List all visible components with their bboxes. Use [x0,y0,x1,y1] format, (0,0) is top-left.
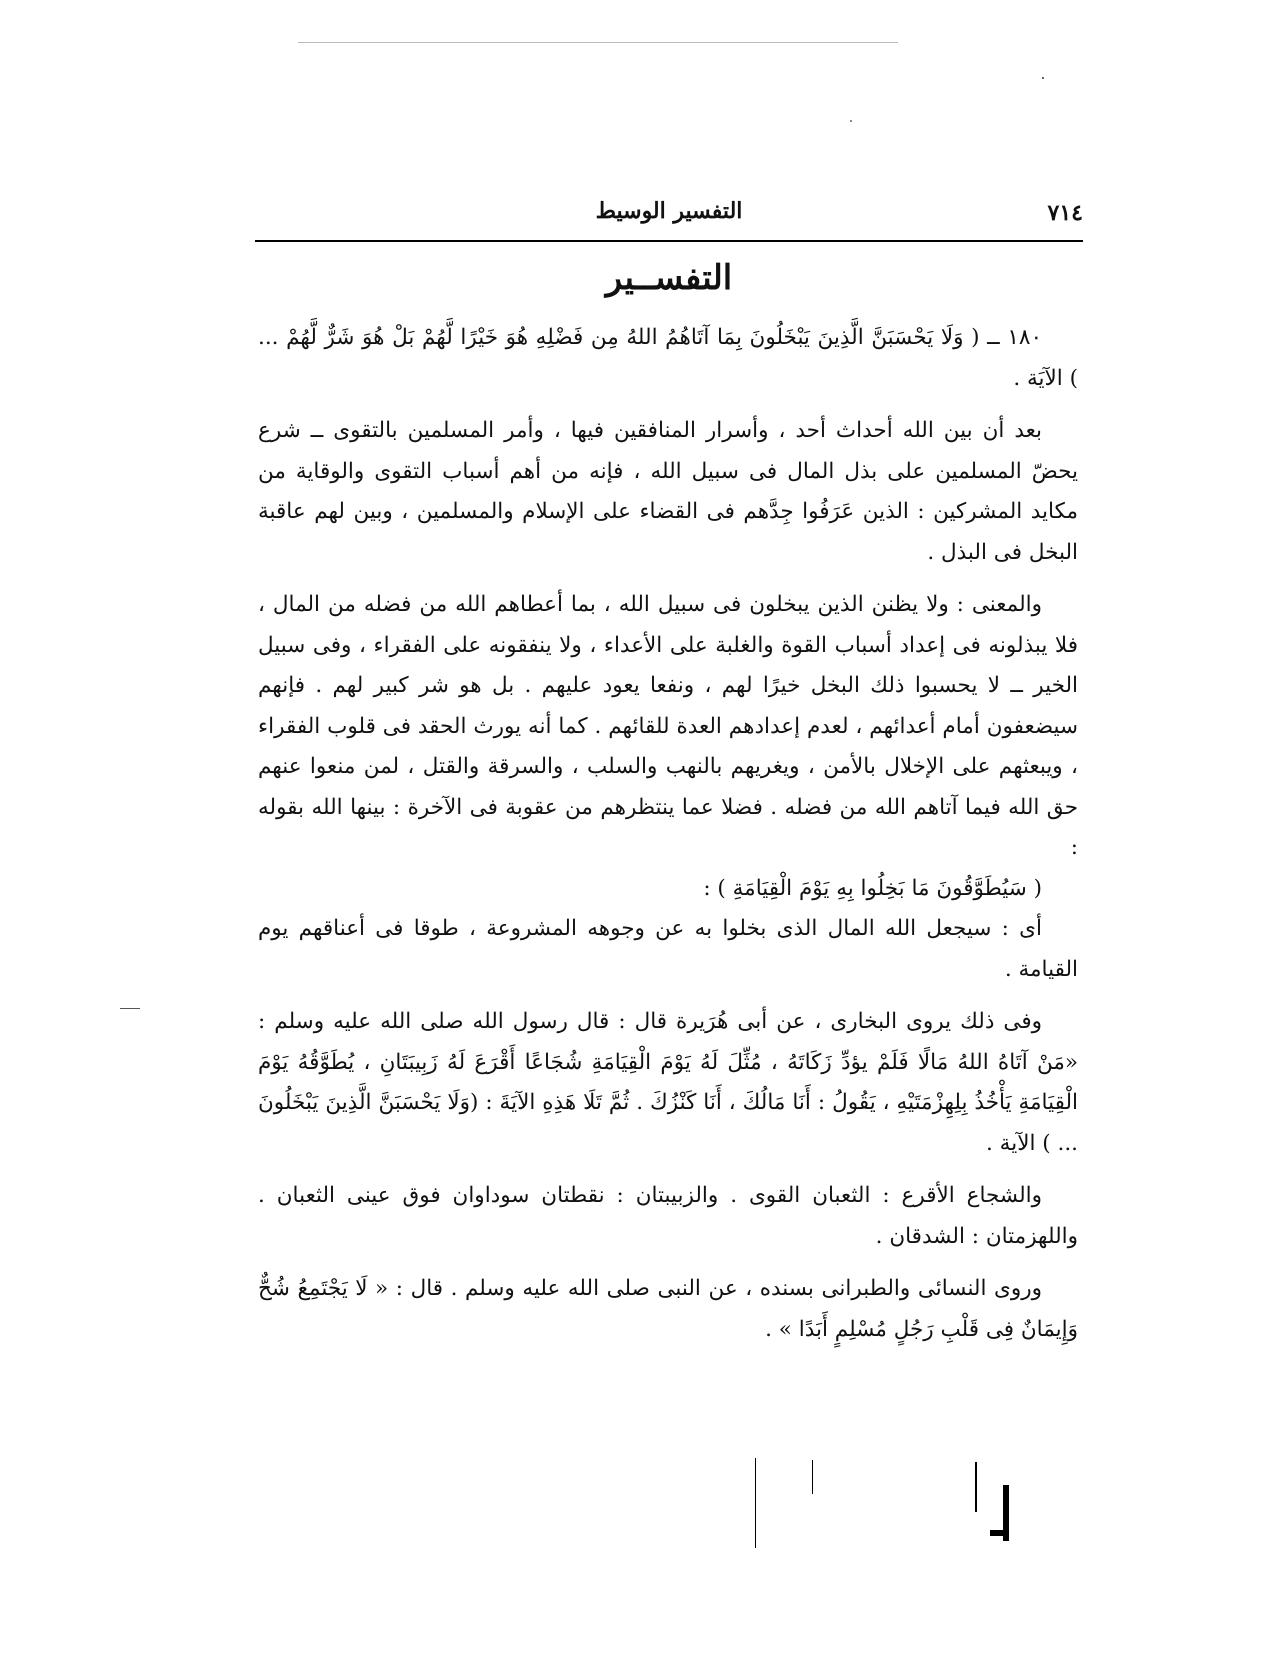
scan-dot [1042,77,1044,79]
hand-mark-line-5 [812,1460,813,1494]
hand-mark-line-2 [975,1462,977,1512]
paragraph-explanation: أى : سيجعل الله المال الذى بخلوا به عن وجوهه المشروعة ، طوقا فى أعناقهم يوم القيامة . [258,916,1078,982]
section-title: التفســير [605,258,733,298]
paragraph-meaning: والمعنى : ولا يظنن الذين يبخلون فى سبيل الله ، بما أعطاهم الله من فضله من المال ، فلا يبذلونه فى إعداد أسباب القوة والغلبة على الأعداء ، ولا ينفقونه على الفقراء ، وفى سبيل الخير ــ لا يحسبوا ذلك البخل خيرًا لهم ، ونفعا يعود عليهم . بل هو شر كبير لهم . فإنهم سيضعفون أمام أعدائهم ، لعدم إعدادهم العدة للقائهم . كما أنه يورث الحقد فى قلوب الفقراء ، ويبعثهم على الإخلال بالأمن ، ويغريهم بالنهب والسلب ، والسرقة والقتل ، لمن منعوا عنهم حق الله فيما آتاهم الله من فضله . فضلا عما ينتظرهم من عقوبة فى الآخرة : بينها الله بقوله : [258,592,1078,860]
verse-quote: ( سَيُطَوَّقُونَ مَا بَخِلُوا بِهِ يَوْمَ الْقِيَامَةِ ) : [703,875,1042,901]
hand-mark-line-1 [755,1458,756,1548]
scan-dash-left [120,1008,140,1009]
verse-heading: ١٨٠ ــ ( وَلَا يَحْسَبَنَّ الَّذِينَ يَبْخَلُونَ بِمَا آتَاهُمُ اللهُ مِن فَضْلِهِ هُوَ خَيْرًا لَّهُمْ بَلْ هُوَ شَرٌّ لَّهُمْ ... ) الآيَة . [258,325,1078,391]
scan-dot-2 [850,120,852,122]
hand-mark-line-4 [990,1530,1008,1536]
scan-line-top [298,42,898,43]
header-rule [255,240,1083,242]
page-header [255,196,1083,240]
paragraph-glossary: والشجاع الأقرع : الثعبان القوى . والزبيبتان : نقطتان سوداوان فوق عينى الثعبان . واللهزمتان : الشدقان . [258,1183,1078,1249]
paragraph-hadith-nasai: وروى النسائى والطبرانى بسنده ، عن النبى صلى الله عليه وسلم . قال : « لَا يَجْتَمِعُ شُحٌّ وَإِيمَانٌ فِى قَلْبِ رَجُلٍ مُسْلِمٍ أَبَدًا » . [258,1276,1078,1342]
paragraph-hadith-bukhari: وفى ذلك يروى البخارى ، عن أبى هُرَيرة قال : قال رسول الله صلى الله عليه وسلم : «مَنْ آتَاهُ اللهُ مَالًا فَلَمْ يؤدِّ زَكَاتَهُ ، مُثِّلَ لَهُ يَوْمَ الْقِيَامَةِ شُجَاعًا أَقْرَعَ لَهُ زَبِيبَتَانِ ، يُطَوَّقُهُ يَوْمَ الْقِيَامَةِ يَأْخُذُ بِلِهِزْمَتَيْهِ ، يَقُولُ : أَنَا مَالُكَ ، أَنَا كَنْزُكَ . ثُمَّ تَلَا هَذِهِ الآيَةَ : (وَلَا يَحْسَبَنَّ الَّذِينَ يَبْخَلُونَ ... ) الآية . [258,1009,1078,1156]
body-text [258,318,1078,1350]
paragraph-intro: بعد أن بين الله أحداث أحد ، وأسرار المنافقين فيها ، وأمر المسلمين بالتقوى ــ شرع يحضّ المسلمين على بذل المال فى سبيل الله ، فإنه من أهم أسباب التقوى والوقاية من مكايد المشركين : الذين عَرَفُوا جِدَّهم فى القضاء على الإسلام والمسلمين ، وبين لهم عاقبة البخل فى البذل . [258,418,1078,565]
page-number: ٧١٤ [1047,200,1083,226]
running-title: التفسير الوسيط [595,198,743,224]
